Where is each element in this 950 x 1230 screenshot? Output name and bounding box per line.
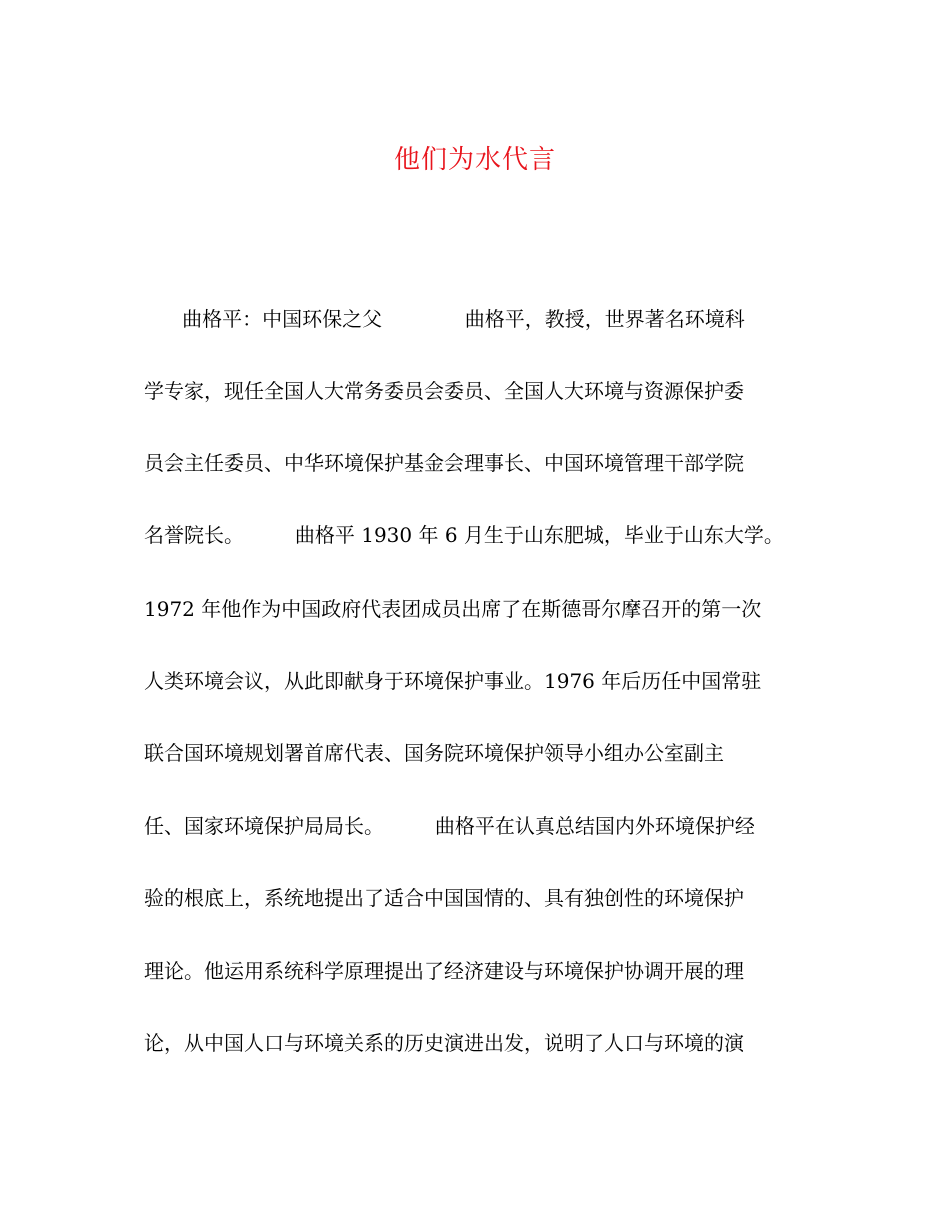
body-line: 理论。他运用系统科学原理提出了经济建设与环境保护协调开展的理	[144, 959, 744, 983]
body-line: 名誉院长。 曲格平 1930 年 6 月生于山东肥城，毕业于山东大学。	[144, 523, 784, 547]
body-line: 曲格平：中国环保之父 曲格平，教授，世界著名环境科	[144, 307, 745, 331]
body-line: 人类环境会议，从此即献身于环境保护事业。1976 年后历任中国常驻	[144, 669, 762, 693]
document-title: 他们为水代言	[393, 145, 556, 175]
body-line: 论，从中国人口与环境关系的历史演进出发，说明了人口与环境的演	[144, 1031, 744, 1055]
body-line: 验的根底上，系统地提出了适合中国国情的、具有独创性的环境保护	[144, 886, 744, 910]
body-line: 任、国家环境保护局局长。 曲格平在认真总结国内外环境保护经	[144, 814, 755, 838]
body-line: 学专家，现任全国人大常务委员会委员、全国人大环境与资源保护委	[144, 379, 744, 403]
body-line: 员会主任委员、中华环境保护基金会理事长、中国环境管理干部学院	[144, 451, 744, 475]
body-line: 联合国环境规划署首席代表、国务院环境保护领导小组办公室副主	[144, 741, 724, 765]
body-line: 1972 年他作为中国政府代表团成员出席了在斯德哥尔摩召开的第一次	[144, 597, 762, 621]
